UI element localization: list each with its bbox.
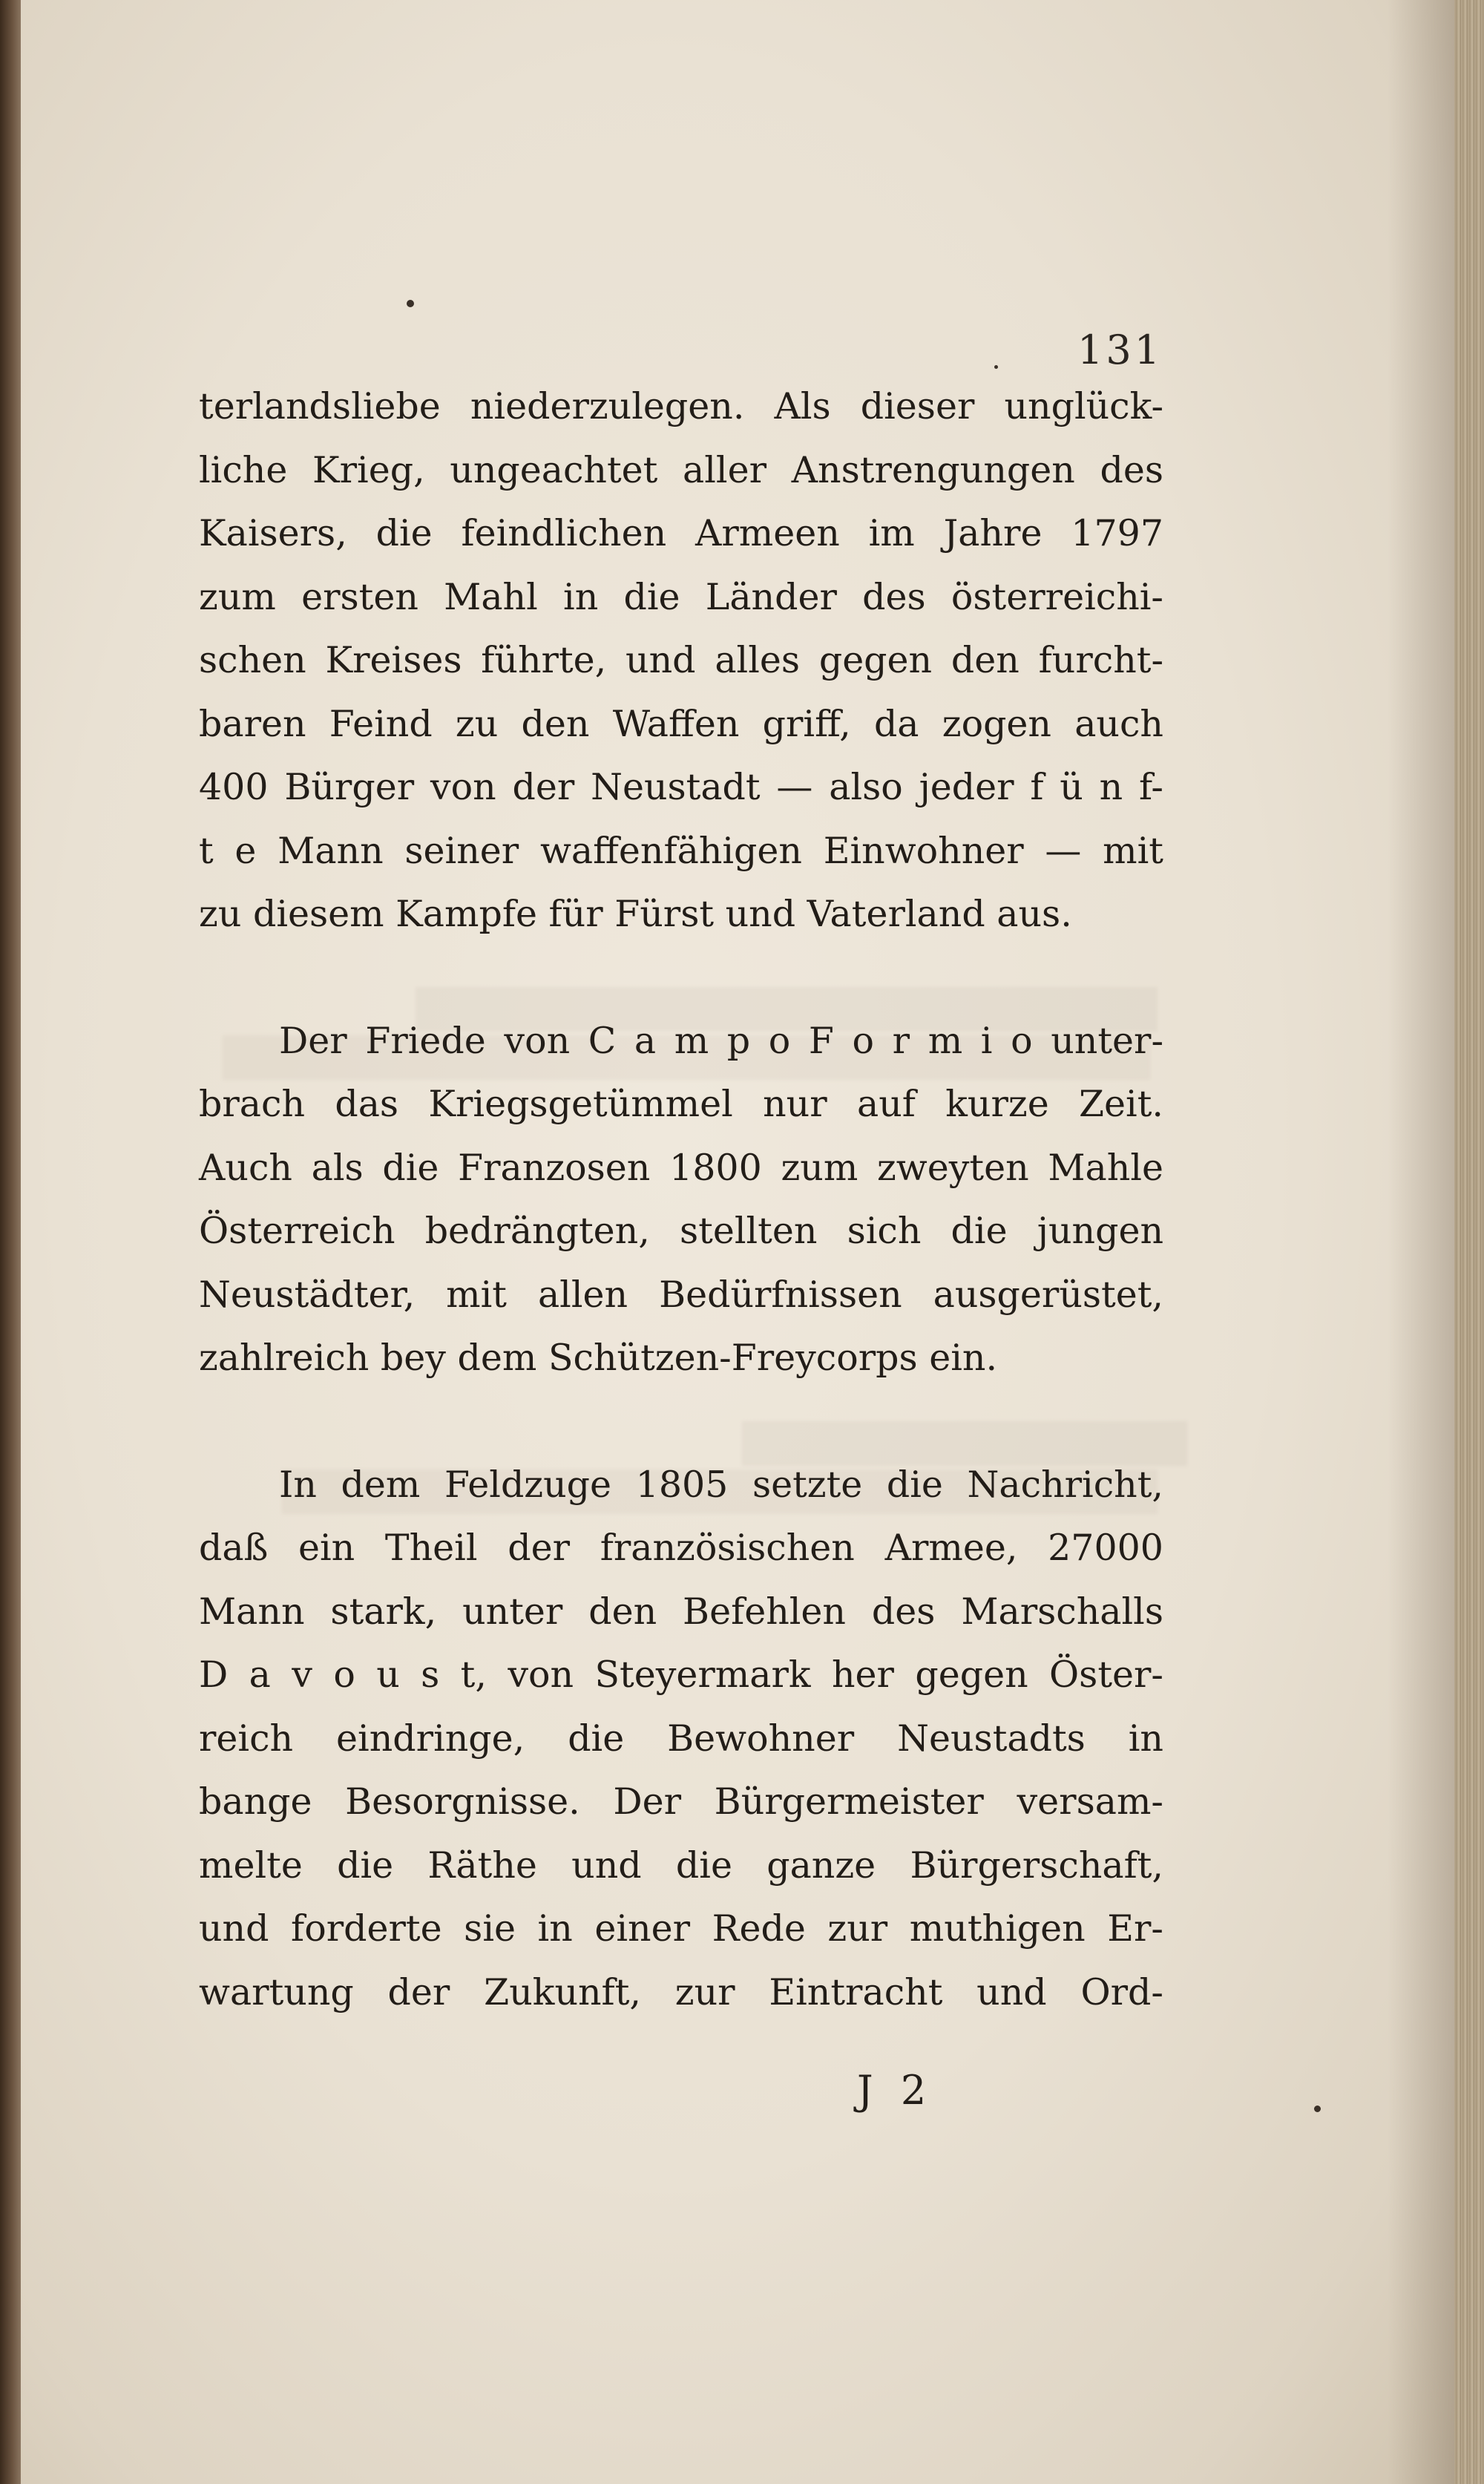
paragraph (199, 1453, 1163, 2025)
text-line: schen Kreises führte, und alles gegen den furcht- (199, 639, 1163, 681)
text-line: daß ein Theil der französischen Armee, 27000 (199, 1527, 1163, 1569)
text-line: Auch als die Franzosen 1800 zum zweyten Mahle (199, 1146, 1163, 1189)
paragraph-gap (199, 1390, 1163, 1453)
page-curl-shadow (1388, 0, 1454, 2484)
text-line: D a v o u s t, von Steyermark her gegen Öster- (199, 1654, 1163, 1696)
text-line: Mann stark, unter den Befehlen des Marschalls (199, 1590, 1163, 1633)
book-gutter-edge (0, 0, 21, 2484)
page-number: 131 (1077, 327, 1163, 373)
text-line: Kaisers, die feindlichen Armeen im Jahre 1797 (199, 512, 1163, 554)
paper-speck (994, 365, 998, 369)
text-line: t e Mann seiner waffenfähigen Einwohner — mit (199, 829, 1163, 872)
text-line: liche Krieg, ungeachtet aller Anstrengungen des (199, 448, 1163, 491)
text-line: terlandsliebe niederzulegen. Als dieser unglück- (199, 385, 1163, 427)
text-line: reich eindringe, die Bewohner Neustadts in (199, 1717, 1163, 1760)
paragraph-gap (199, 946, 1163, 1009)
text-line: wartung der Zukunft, zur Eintracht und Ord- (199, 1970, 1163, 2013)
signature-mark: J 2 (857, 2067, 934, 2114)
text-line: und forderte sie in einer Rede zur muthigen Er- (199, 1907, 1163, 1950)
text-line: In dem Feldzuge 1805 setzte die Nachricht, (279, 1463, 1163, 1506)
text-line: Neustädter, mit allen Bedürfnissen ausgerüstet, (199, 1273, 1163, 1316)
text-line: bange Besorgnisse. Der Bürgermeister versam- (199, 1780, 1163, 1823)
text-line: zum ersten Mahl in die Länder des österreichi- (199, 575, 1163, 618)
paper-speck (1314, 2105, 1321, 2112)
body-text (199, 375, 1163, 2024)
text-line: zu diesem Kampfe für Fürst und Vaterland aus. (199, 893, 1072, 935)
paper-speck (407, 300, 414, 307)
text-line: Österreich bedrängten, stellten sich die jungen (199, 1210, 1163, 1252)
text-line: baren Feind zu den Waffen griff, da zogen auch (199, 702, 1163, 745)
paragraph (199, 375, 1163, 946)
book-fore-edge (1454, 0, 1484, 2484)
text-line: brach das Kriegsgetümmel nur auf kurze Zeit. (199, 1083, 1163, 1125)
text-line: zahlreich bey dem Schützen-Freycorps ein. (199, 1337, 998, 1379)
text-line: 400 Bürger von der Neustadt — also jeder f ü n f- (199, 766, 1163, 808)
text-line: melte die Räthe und die ganze Bürgerschaft, (199, 1844, 1163, 1887)
text-line: Der Friede von C a m p o F o r m i o unter- (279, 1019, 1163, 1062)
paragraph (199, 1009, 1163, 1390)
